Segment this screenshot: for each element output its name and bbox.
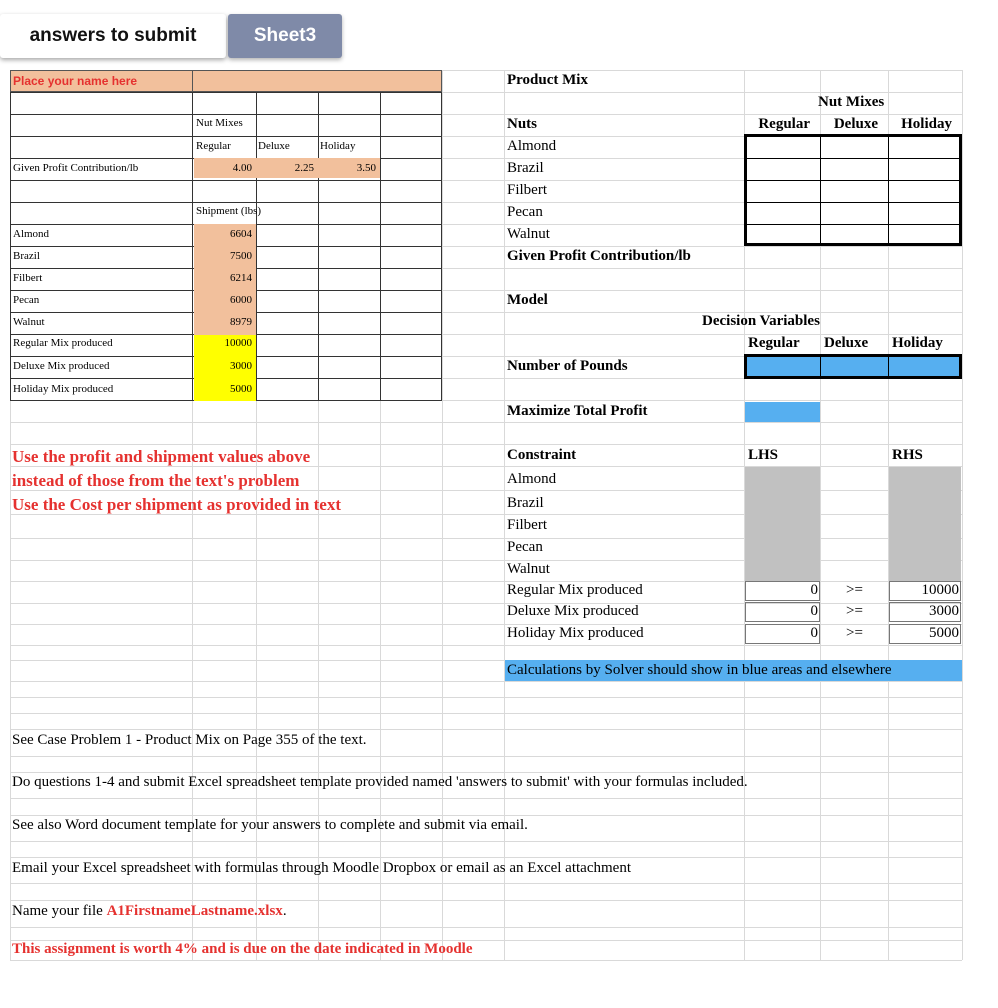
table-v-border xyxy=(441,92,442,401)
matrix-col-divider-1 xyxy=(820,134,821,246)
mix-header-holiday: Holiday xyxy=(320,140,356,152)
pounds-label: Number of Pounds xyxy=(507,358,628,374)
matrix-row-line xyxy=(746,202,960,203)
matrix-col-divider-2 xyxy=(888,134,889,246)
nuts-label: Nuts xyxy=(507,116,538,132)
solver-note: Calculations by Solver should show in blue areas and elsewhere xyxy=(507,662,892,678)
profit-deluxe[interactable]: 2.25 xyxy=(294,162,314,174)
table-h-border xyxy=(10,136,442,137)
table-v-border xyxy=(10,92,11,401)
file-name: A1FirstnameLastname.xlsx xyxy=(106,903,283,919)
constraint-op: >= xyxy=(846,603,863,619)
mix-header-regular: Regular xyxy=(196,140,231,152)
matrix-row-line xyxy=(746,224,960,225)
rhs-cell-border xyxy=(889,581,961,601)
pm-header-regular: Regular xyxy=(758,116,810,132)
shipment-label: Shipment (lbs) xyxy=(196,205,262,217)
table-v-border xyxy=(380,92,381,401)
lhs-gray-cells[interactable] xyxy=(745,467,820,581)
produced-row-name: Holiday Mix produced xyxy=(13,383,114,395)
dv-header-deluxe: Deluxe xyxy=(824,335,869,351)
note-line-2: instead of those from the text's problem xyxy=(12,471,300,490)
table-h-border xyxy=(10,114,442,115)
profit-holiday[interactable]: 3.50 xyxy=(356,162,376,174)
name-file-prefix: Name your file xyxy=(12,903,107,919)
pounds-divider-1 xyxy=(820,357,821,376)
nut-row-name: Brazil xyxy=(13,250,40,262)
matrix-row-line xyxy=(746,180,960,181)
note-line-3: Use the Cost per shipment as provided in text xyxy=(12,495,341,514)
nut-row-shipment[interactable]: 8979 xyxy=(230,316,252,328)
lhs-cell-border xyxy=(745,581,820,601)
questions-text: Do questions 1-4 and submit Excel spreadsheet template provided named 'answers to submit' with your formulas included. xyxy=(12,774,748,790)
produced-row-name: Deluxe Mix produced xyxy=(13,360,110,372)
table-h-border xyxy=(10,92,442,93)
produced-row-value[interactable]: 5000 xyxy=(230,383,252,395)
constraint-name: Brazil xyxy=(507,495,544,511)
nut-row-name: Filbert xyxy=(13,272,43,284)
constraint-rhs[interactable]: 10000 xyxy=(921,582,959,598)
nut-row-name: Walnut xyxy=(13,316,45,328)
constraint-label: Constraint xyxy=(507,447,577,463)
name-file-text xyxy=(12,904,287,919)
note-line-1: Use the profit and shipment values above xyxy=(12,447,311,466)
constraint-name: Filbert xyxy=(507,517,547,533)
lhs-label: LHS xyxy=(748,447,779,463)
constraint-name: Holiday Mix produced xyxy=(507,625,644,641)
constraint-op: >= xyxy=(846,582,863,598)
constraint-name: Walnut xyxy=(507,561,550,577)
produced-row-value[interactable]: 10000 xyxy=(224,337,252,349)
model-label: Model xyxy=(507,292,548,308)
table-v-border xyxy=(256,92,257,401)
constraint-op: >= xyxy=(846,625,863,641)
tab-answers-to-submit[interactable]: answers to submit xyxy=(0,14,226,58)
nut-row-shipment[interactable]: 7500 xyxy=(230,250,252,262)
constraint-name: Regular Mix produced xyxy=(507,582,643,598)
word-template-text: See also Word document template for your answers to complete and submit via email. xyxy=(12,817,528,833)
profit-label: Given Profit Contribution/lb xyxy=(13,162,139,174)
dv-header-regular: Regular xyxy=(748,335,800,351)
matrix-row-line xyxy=(746,158,960,159)
constraint-lhs[interactable]: 0 xyxy=(810,603,818,619)
pm-nut-label: Filbert xyxy=(507,182,547,198)
pm-header-holiday: Holiday xyxy=(901,116,952,132)
nut-row-name: Almond xyxy=(13,228,50,240)
lhs-cell-border xyxy=(745,624,820,644)
rhs-gray-cells[interactable] xyxy=(889,467,961,581)
decision-variables-label: Decision Variables xyxy=(702,313,820,329)
maximize-label: Maximize Total Profit xyxy=(507,403,648,419)
constraint-rhs[interactable]: 3000 xyxy=(929,603,959,619)
nut-mixes-label: Nut Mixes xyxy=(196,117,243,129)
rhs-cell-border xyxy=(889,624,961,644)
constraint-rhs[interactable]: 5000 xyxy=(929,625,959,641)
nut-row-name: Pecan xyxy=(13,294,40,306)
constraint-lhs[interactable]: 0 xyxy=(810,625,818,641)
pm-nut-label: Almond xyxy=(507,138,557,154)
profit-regular[interactable]: 4.00 xyxy=(232,162,252,174)
nut-mixes-header: Nut Mixes xyxy=(818,94,885,110)
lhs-cell-border xyxy=(745,602,820,622)
dv-header-holiday: Holiday xyxy=(892,335,943,351)
case-problem-text: See Case Problem 1 - Product Mix on Page 355 of the text. xyxy=(12,732,367,748)
constraint-name: Pecan xyxy=(507,539,543,555)
rhs-cell-border xyxy=(889,602,961,622)
total-profit-cell[interactable] xyxy=(745,402,820,422)
constraint-name: Almond xyxy=(507,471,557,487)
table-h-border xyxy=(10,180,442,181)
product-mix-matrix[interactable] xyxy=(744,134,962,246)
pm-header-deluxe: Deluxe xyxy=(833,116,878,132)
pm-nut-label: Pecan xyxy=(507,204,543,220)
table-h-border xyxy=(10,202,442,203)
constraint-name: Deluxe Mix produced xyxy=(507,603,639,619)
name-placeholder[interactable]: Place your name here xyxy=(13,74,138,88)
table-v-border xyxy=(192,92,193,401)
worth-text: This assignment is worth 4% and is due on the date indicated in Moodle xyxy=(12,941,473,957)
nut-row-shipment[interactable]: 6214 xyxy=(230,272,252,284)
produced-row-value[interactable]: 3000 xyxy=(230,360,252,372)
product-mix-title: Product Mix xyxy=(507,72,588,88)
email-text: Email your Excel spreadsheet with formulas through Moodle Dropbox or email as an Excel attachment xyxy=(12,860,631,876)
produced-row-name: Regular Mix produced xyxy=(13,337,113,349)
pm-nut-label: Brazil xyxy=(507,160,544,176)
name-file-suffix: . xyxy=(282,903,287,919)
mix-header-deluxe: Deluxe xyxy=(258,140,290,152)
grid-h-line xyxy=(10,960,962,961)
pounds-divider-2 xyxy=(888,357,889,376)
tab-sheet3[interactable]: Sheet3 xyxy=(228,14,342,58)
constraint-lhs[interactable]: 0 xyxy=(810,582,818,598)
number-of-pounds-cells[interactable] xyxy=(744,354,962,379)
pm-nut-label: Walnut xyxy=(507,226,550,242)
nut-row-shipment[interactable]: 6604 xyxy=(230,228,252,240)
sheet-tabs xyxy=(0,0,998,62)
grid-v-line xyxy=(962,70,963,960)
rhs-label: RHS xyxy=(892,447,923,463)
pm-profit-label: Given Profit Contribution/lb xyxy=(507,248,691,264)
table-v-border xyxy=(318,92,319,401)
nut-row-shipment[interactable]: 6000 xyxy=(230,294,252,306)
name-cell-divider xyxy=(192,70,193,92)
